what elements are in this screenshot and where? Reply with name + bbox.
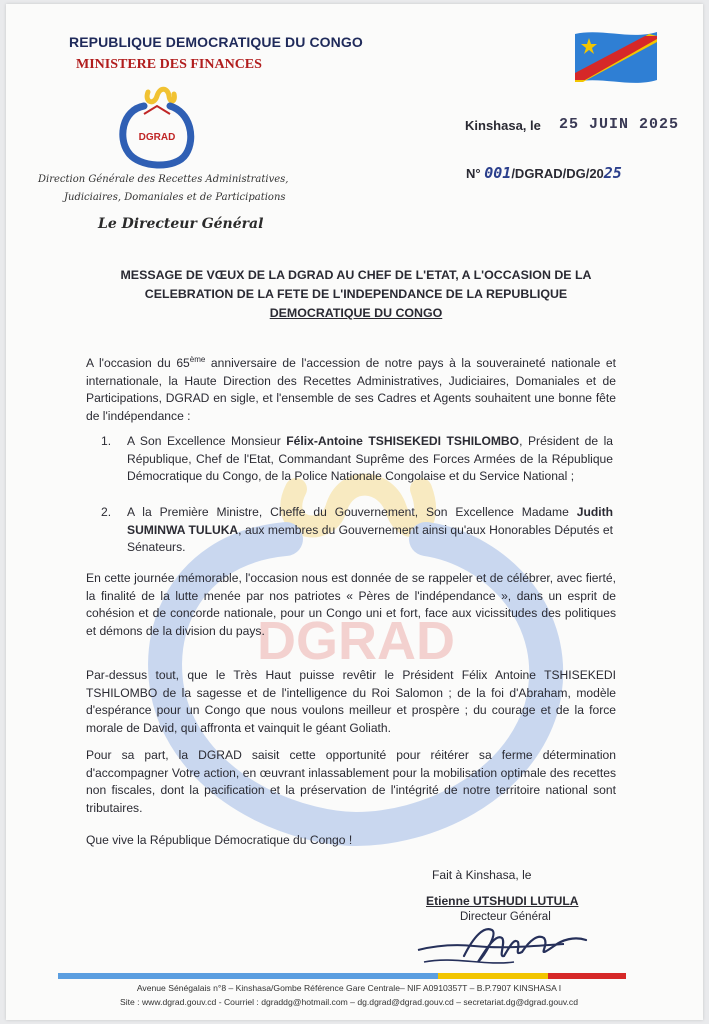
handwritten-signature	[414, 916, 594, 974]
item2-text-a: A la Première Ministre, Cheffe du Gouvernement, Son Excellence Madame	[127, 505, 577, 519]
paragraph-intro	[86, 351, 616, 425]
closing-place: Fait à Kinshasa, le	[432, 868, 532, 882]
footer-contacts: Site : www.dgrad.gouv.cd - Courriel : dgraddg@hotmail.com – dg.dgrad@dgrad.gouv.cd – secretariat.dg@dgrad.gouv.cd	[119, 997, 578, 1007]
list-item	[101, 433, 613, 486]
letter-page	[6, 4, 703, 1020]
title-line2: CELEBRATION DE LA FETE DE L'INDEPENDANCE DE LA REPUBLIQUE	[144, 287, 568, 301]
ministry-heading: MINISTERE DES FINANCES	[76, 57, 262, 72]
intro-text-b: anniversaire de l'accession de notre pays à la souveraineté nationale et internationale, la Haute Direction des Recettes Administratives, Judiciaires, Domaniales et de Participations, DGRAD en sigle, et l'ensemble de ses Cadres et Agents souhaitent une bonne fête de l'indépendance :	[86, 356, 616, 423]
list-item	[101, 504, 613, 557]
item1-text-a: A Son Excellence Monsieur	[127, 434, 287, 448]
message-title	[101, 266, 611, 323]
dgrad-logo-icon	[114, 82, 200, 174]
ref-prefix: N°	[466, 166, 481, 181]
signatory-name: Etienne UTSHUDI LUTULA	[426, 894, 579, 908]
intro-superscript: ème	[189, 355, 206, 364]
ref-year: 25	[603, 164, 622, 182]
reference-number	[466, 164, 622, 182]
item1-name: Félix-Antoine TSHISEKEDI TSHILOMBO	[286, 434, 520, 448]
footer-color-bar	[58, 973, 626, 979]
item2-name: Judith SUMINWA TULUKA	[127, 505, 613, 537]
watermark-label: DGRAD	[257, 611, 455, 671]
item2-text-b: , aux membres du Gouvernement ainsi qu'aux Honorables Députés et Sénateurs.	[127, 522, 613, 555]
list-number: 1.	[101, 434, 112, 448]
title-line3: DEMOCRATIQUE DU CONGO	[269, 306, 443, 320]
directorate-line1: Direction Générale des Recettes Administratives,	[38, 174, 289, 185]
paragraph-blessing: Par-dessus tout, que le Très Haut puisse revêtir le Président Félix Antoine TSHISEKEDI TSHILOMBO de la sagesse et de l'intelligence du Roi Salomon ; de la foi d'Abraham, modèle d'espérance pour un Congo que nous voulons meilleur et prospère ; du courage et de la force morale de David, qui affronta et vainquit le géant Goliath.	[86, 668, 616, 735]
director-general-heading: Le Directeur Général	[98, 216, 264, 232]
ref-mid: /DGRAD/DG/20	[511, 166, 604, 181]
date-label: Kinshasa, le	[465, 118, 541, 133]
signatory-role: Directeur Général	[460, 911, 551, 923]
paragraph-commitment: Pour sa part, la DGRAD saisit cette opportunité pour réitérer sa ferme détermination d'accompagner Votre action, en œuvrant inlassablement pour la mobilisation optimale des recettes non fiscales, dont la pacification et la préservation de l'intégrité de notre territoire national sont tributaires.	[86, 748, 616, 815]
item1-text-b: , Président de la République, Chef de l'Etat, Commandant Suprême des Forces Armées de la République Démocratique du Congo, de la Police Nationale Congolaise et du Service National ;	[127, 434, 613, 484]
paragraph-memorable-day: En cette journée mémorable, l'occasion nous est donnée de se rappeler et de célébrer, avec fierté, la finalité de la lutte menée par nos patriotes « Pères de l'indépendance », dans un esprit de cohésion et de concorde nationale, pour un Congo uni et fort, face aux vicissitudes des politiques et démons de la division du pays.	[86, 571, 616, 638]
logo-label: DGRAD	[138, 132, 176, 143]
directorate-line2: Judiciaires, Domaniales et de Participations	[64, 192, 286, 203]
date-stamp: 25 JUIN 2025	[559, 116, 680, 133]
drc-flag-icon	[571, 26, 661, 88]
republic-heading: REPUBLIQUE DEMOCRATIQUE DU CONGO	[69, 34, 363, 50]
title-line1: MESSAGE DE VŒUX DE LA DGRAD AU CHEF DE L'ETAT, A L'OCCASION DE LA	[120, 268, 592, 282]
list-number: 2.	[101, 505, 112, 519]
intro-text-a: A l'occasion du 65	[86, 356, 190, 371]
footer-address: Avenue Sénégalais n°8 – Kinshasa/Gombe Référence Gare Centrale– NIF A0910357T – B.P.7907 KINSHASA I	[136, 983, 562, 993]
paragraph-closing-cheer: Que vive la République Démocratique du Congo !	[86, 833, 353, 847]
ref-number: 001	[484, 164, 512, 182]
